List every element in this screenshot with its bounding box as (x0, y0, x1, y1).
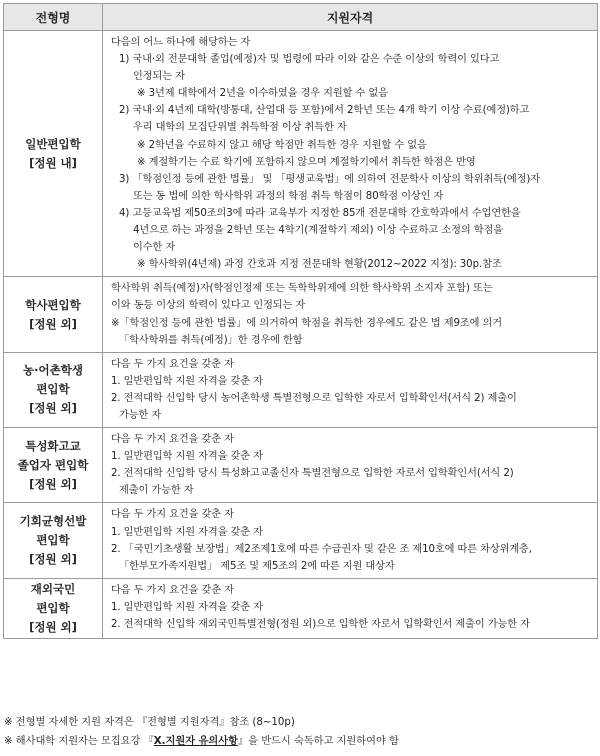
admission-type-cell (4, 503, 103, 578)
qualification-cell (103, 578, 598, 638)
qualification-line: 3) 「학점인정 등에 관한 법률」 및 「평생교육법」에 의하여 전문학사 이상의 학위취득(예정)자 (119, 173, 540, 185)
admission-type-cell (4, 277, 103, 352)
table-row (4, 352, 598, 427)
qualification-line: 가능한 자 (119, 409, 162, 421)
qualification-line: 또는 동 법에 의한 학사학위 과정의 학점 취득 학점이 80학점 이상인 자 (133, 190, 444, 202)
admission-type-cell (4, 31, 103, 277)
qualification-line: ※ 계절학기는 수료 학기에 포함하지 않으며 계절학기에서 취득한 학점은 반영 (137, 156, 476, 168)
qualification-line: 1. 일반편입학 지원 자격을 갖춘 자 (111, 601, 263, 613)
footnote-2-emphasis: X.지원자 유의사항 (153, 736, 238, 747)
admission-type-label: 특성화고교 (25, 438, 81, 453)
table-body (4, 31, 598, 639)
qualification-line: ※ 3년제 대학에서 2년을 이수하였을 경우 지원할 수 없음 (137, 88, 388, 100)
qualification-line: 다음 두 가지 요건을 갖춘 자 (111, 434, 234, 446)
table-row (4, 428, 598, 503)
qualification-line: 다음 두 가지 요건을 갖춘 자 (111, 358, 234, 370)
admission-type-label: 농·어촌학생 (23, 363, 83, 378)
admission-type-label: 편입학 (36, 382, 70, 397)
qualification-line: 다음 두 가지 요건을 갖춘 자 (111, 509, 234, 521)
admission-type-label: [정원 외] (29, 552, 77, 567)
table-header-row (4, 4, 598, 31)
qualification-line: 제출이 가능한 자 (119, 485, 194, 497)
qualification-cell (103, 428, 598, 503)
footnote-2-suffix: 』을 반드시 숙독하고 지원하여야 함 (237, 736, 399, 747)
qualification-line: 이와 동등 이상의 학력이 있다고 인정되는 자 (111, 300, 306, 312)
qualification-line: 우리 대학의 모집단위별 취득학점 이상 취득한 자 (133, 122, 347, 134)
admission-type-label: 일반편입학 (25, 136, 81, 151)
admission-type-label: 기회균형선발 (19, 514, 87, 529)
footnotes (4, 713, 596, 751)
qualification-line: 1. 일반편입학 지원 자격을 갖춘 자 (111, 451, 263, 463)
qualification-line: 2. 전적대학 신입학 당시 특성화고교졸신자 특별전형으로 입학한 자로서 입학확인서(서식 2) (111, 468, 514, 480)
qualification-line: ※ 학사학위(4년제) 과정 간호과 지정 전문대학 현황(2012~2022 지정): 30p.참조 (137, 259, 502, 271)
qualification-cell (103, 31, 598, 277)
qualification-line: 2) 국내·외 4년제 대학(방통대, 산업대 등 포함)에서 2학년 또는 4개 학기 이상 수료(예정)하고 (119, 105, 530, 117)
admission-type-label: [정원 외] (29, 316, 77, 331)
table-row (4, 31, 598, 277)
qualification-line: 2. 전적대학 신입학 재외국민특별전형(정원 외)으로 입학한 자로서 입학확인서 제출이 가능한 자 (111, 619, 530, 630)
qualification-line: ※ 2학년을 수료하지 않고 해당 학점만 취득한 경우 지원할 수 없음 (137, 139, 427, 151)
qualification-cell (103, 352, 598, 427)
qualification-line: 「학사학위를 취득(예정)」한 경우에 한함 (119, 334, 303, 346)
qualification-line: 다음의 어느 하나에 해당하는 자 (111, 37, 251, 48)
qualification-line: 「한부모가족지원법」 제5조 및 제5조의 2에 따른 지원 대상자 (119, 560, 395, 572)
qualification-line: ※「학점인정 등에 관한 법률」에 의거하여 학점을 취득한 경우에도 같은 법 제9조에 의거 (111, 317, 502, 329)
qualification-cell (103, 503, 598, 578)
admission-type-cell (4, 428, 103, 503)
qualification-line: 1. 일반편입학 지원 자격을 갖춘 자 (111, 375, 263, 387)
qualification-cell (103, 277, 598, 352)
table-row (4, 277, 598, 352)
admission-type-label: 졸업자 편입학 (17, 457, 89, 472)
admission-type-cell (4, 578, 103, 638)
header-qualification: 지원자격 (103, 4, 598, 31)
footnote-2 (4, 732, 596, 751)
admission-type-label: 편입학 (36, 533, 70, 548)
admission-type-label: [정원 내] (29, 155, 77, 170)
qualification-line: 2. 전적대학 신입학 당시 농어촌학생 특별전형으로 입학한 자로서 입학확인서(서식 2) 제출이 (111, 392, 517, 404)
admission-type-label: [정원 외] (29, 619, 77, 634)
header-type: 전형명 (4, 4, 103, 31)
qualification-line: 4년으로 하는 과정을 2학년 또는 4학기(계절학기 제외) 이상 수료하고 소정의 학점을 (133, 225, 503, 237)
admission-type-label: [정원 외] (29, 476, 77, 491)
qualification-table (3, 3, 598, 639)
admission-type-label: 편입학 (36, 600, 70, 615)
qualification-line: 2. 「국민기초생활 보장법」제2조제1호에 따른 수급권자 및 같은 조 제10호에 따른 차상위계층, (111, 543, 532, 555)
qualification-line: 4) 고등교육법 제50조의3에 따라 교육부가 지정한 85개 전문대학 간호학과에서 수업연한을 (119, 207, 521, 219)
admission-type-label: [정원 외] (29, 401, 77, 416)
qualification-line: 이수한 자 (133, 242, 176, 254)
qualification-line: 1) 국내·외 전문대학 졸업(예정)자 및 법령에 따라 이와 같은 수준 이상의 학력이 있다고 (119, 54, 500, 66)
admission-type-label: 재외국민 (30, 581, 76, 596)
admission-type-cell (4, 352, 103, 427)
admission-type-label: 학사편입학 (25, 297, 81, 312)
footnote-2-prefix: ※ 해사대학 지원자는 모집요강 『 (4, 736, 154, 747)
qualification-line: 인정되는 자 (133, 71, 185, 83)
table-row (4, 578, 598, 638)
qualification-line: 1. 일반편입학 지원 자격을 갖춘 자 (111, 526, 263, 538)
qualification-line: 학사학위 취득(예정)자(학점인정제 또는 독학학위제에 의한 학사학위 소지자 포함) 또는 (111, 283, 493, 295)
table-row (4, 503, 598, 578)
footnote-1: ※ 전형별 자세한 지원 자격은 『전형별 지원자격』참조 (8~10p) (4, 717, 295, 728)
qualification-line: 다음 두 가지 요건을 갖춘 자 (111, 584, 234, 596)
